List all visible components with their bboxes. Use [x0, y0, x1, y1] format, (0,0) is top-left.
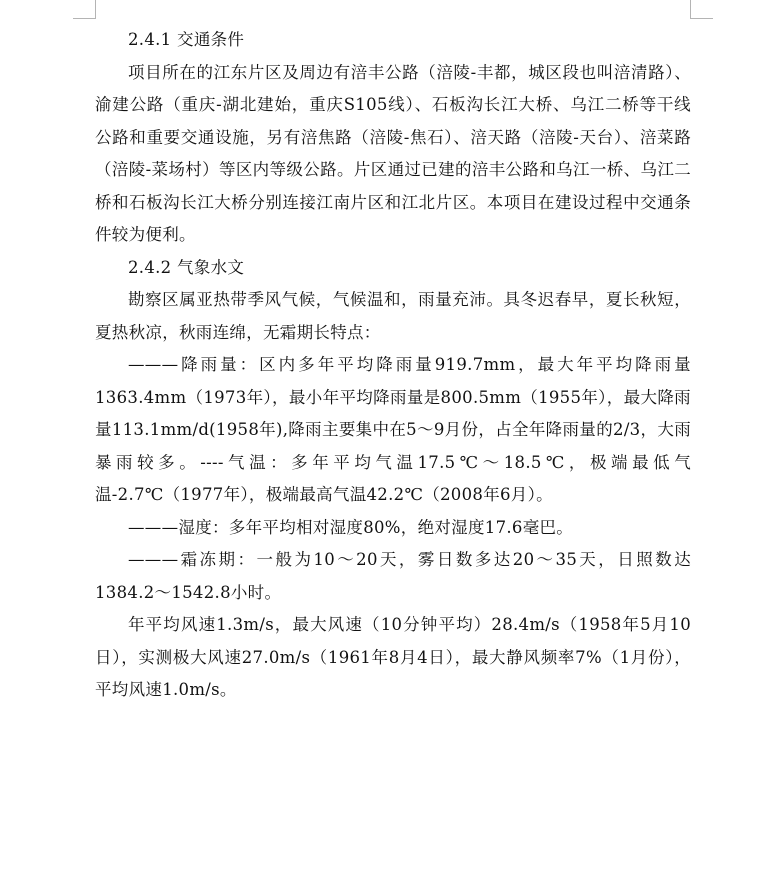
crop-mark-top-left-vertical [95, 0, 96, 18]
paragraph-wind: 年平均风速1.3m/s，最大风速（10分钟平均）28.4m/s（1958年5月10日），实测极大风速27.0m/s（1961年8月4日），最大静风频率7%（1月份），平均风速1.0m/s。 [95, 615, 691, 699]
paragraph-humidity: ———湿度：多年平均相对湿度80%，绝对湿度17.6毫巴。 [128, 517, 574, 537]
paragraph-traffic: 项目所在的江东片区及周边有涪丰公路（涪陵-丰都，城区段也叫涪清路）、渝建公路（重庆-湖北建始，重庆S105线）、石板沟长江大桥、乌江二桥等干线公路和重要交通设施，另有涪焦路（涪陵-焦石）、涪天路（涪陵-天台）、涪菜路（涪陵-菜场村）等区内等级公路。片区通过已建的涪丰公路和乌江一桥、乌江二桥和石板沟长江大桥分别连接江南片区和江北片区。本项目在建设过程中交通条件较为便利。 [95, 62, 691, 244]
paragraph-climate-intro: 勘察区属亚热带季风气候，气候温和，雨量充沛。具冬迟春早，夏长秋短，夏热秋凉，秋雨连绵，无霜期长特点： [95, 290, 691, 342]
crop-mark-top-right-horizontal [690, 18, 713, 19]
crop-mark-top-left-horizontal [73, 18, 96, 19]
section-heading-traffic: 2.4.1 交通条件 [128, 30, 245, 49]
paragraph-frost: ———霜冻期：一般为10～20天，雾日数多达20～35天，日照数达1384.2～1542.8小时。 [95, 550, 691, 602]
document-body [95, 24, 691, 707]
section-heading-weather: 2.4.2 气象水文 [128, 257, 245, 277]
paragraph-rainfall-temperature: ———降雨量：区内多年平均降雨量919.7mm，最大年平均降雨量1363.4mm（1973年），最小年平均降雨量是800.5mm（1955年），最大降雨量113.1mm/d(1958年),降雨主要集中在5～9月份，占全年降雨量的2/3，大雨暴雨较多。----气温：多年平均气温17.5℃～18.5℃，极端最低气温-2.7℃（1977年），极端最高气温42.2℃（2008年6月）。 [95, 355, 691, 504]
crop-mark-top-right-vertical [690, 0, 691, 18]
